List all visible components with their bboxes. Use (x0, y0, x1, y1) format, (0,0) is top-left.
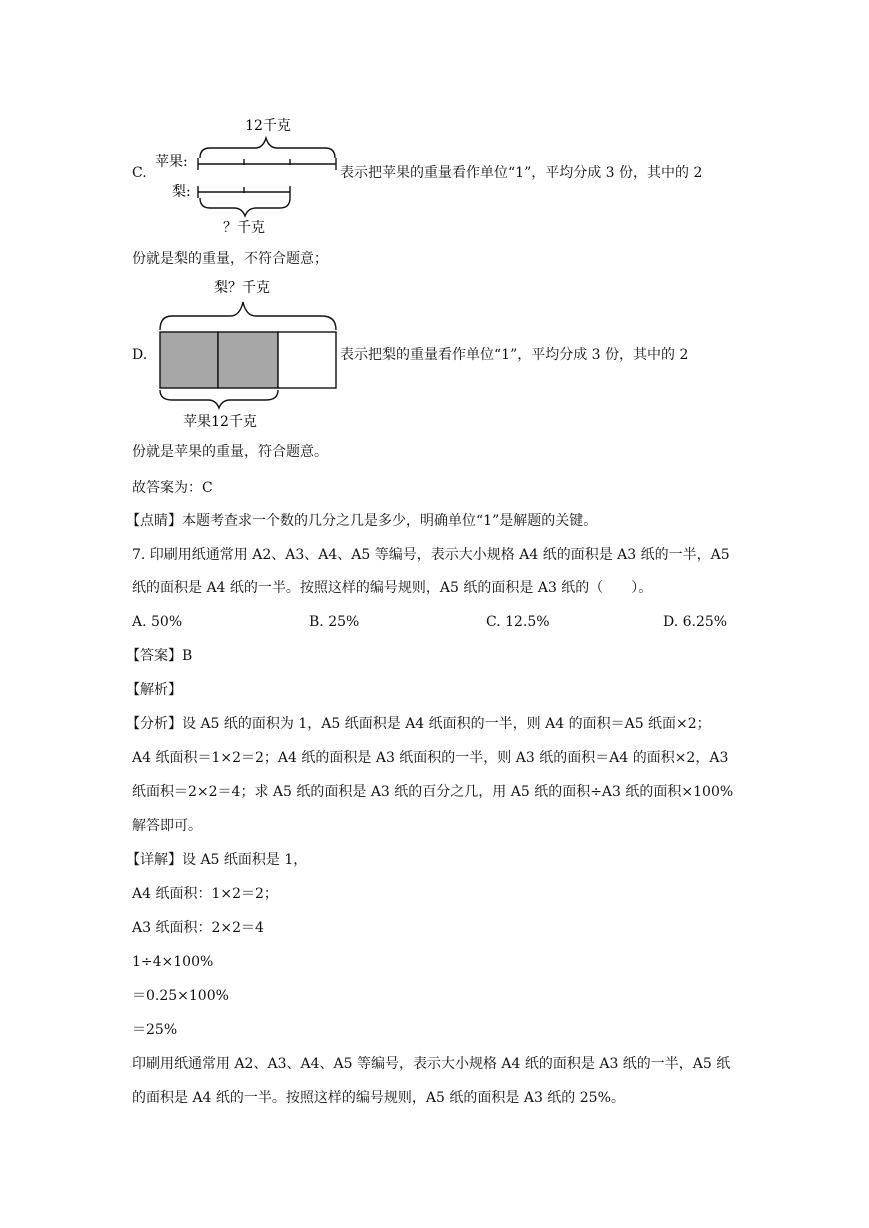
conclusion-line: 印刷用纸通常用 A2、A3、A4、A5 等编号，表示大小规格 A4 纸的面积是 A3 纸的一半，A5 纸 (132, 1056, 731, 1072)
option-b: B. 25% (309, 614, 360, 630)
option-c-letter: C. (132, 165, 147, 181)
option-c-desc-line2: 份就是梨的重量，不符合题意； (132, 251, 328, 267)
option-a: A. 50% (132, 614, 183, 630)
pear-label: 梨: (172, 184, 191, 200)
top-brace (160, 302, 336, 330)
analysis-line: 解答即可。 (132, 818, 202, 834)
option-c-desc-line1: 表示把苹果的重量看作单位“1”，平均分成 3 份，其中的 2 (340, 165, 703, 181)
option-c-diagram (150, 110, 340, 238)
previous-answer: 故答案为：C (132, 480, 213, 496)
bottom-brace (200, 198, 290, 216)
shaded-part-2 (218, 332, 278, 388)
detail-line: 1÷4×100% (132, 954, 214, 970)
option-d-desc-line1: 表示把梨的重量看作单位“1”，平均分成 3 份，其中的 2 (340, 347, 689, 363)
detail-line: 【详解】设 A5 纸面积是 1， (126, 852, 308, 868)
previous-comment: 【点睛】本题考查求一个数的几分之几是多少，明确单位“1”是解题的关键。 (126, 513, 598, 529)
detail-line: A4 纸面积：1×2＝2； (132, 886, 278, 902)
detail-line: ＝25% (132, 1022, 178, 1038)
option-c: C. 12.5% (486, 614, 550, 630)
question-7-line1: 7. 印刷用纸通常用 A2、A3、A4、A5 等编号，表示大小规格 A4 纸的面积是 A3 纸的一半，A5 (132, 547, 730, 563)
bottom-unknown-label: ？千克 (223, 220, 265, 236)
top-brace (200, 138, 335, 158)
analysis-title: 【解析】 (126, 682, 182, 698)
top-label: 梨？千克 (214, 280, 270, 296)
answer: 【答案】B (126, 648, 193, 664)
detail-line: ＝0.25×100% (132, 988, 229, 1004)
question-7-line2: 纸的面积是 A4 纸的一半。按照这样的编号规则，A5 纸的面积是 A3 纸的（ ）。 (132, 580, 653, 596)
option-d-diagram (150, 272, 340, 434)
analysis-line: 【分析】设 A5 纸的面积为 1，A5 纸面积是 A4 纸面积的一半，则 A4 的面积＝A5 纸面×2； (126, 716, 711, 732)
analysis-line: A4 纸面积＝1×2＝2；A4 纸的面积是 A3 纸面积的一半，则 A3 纸的面积＝A4 的面积×2，A3 (132, 750, 729, 766)
option-d: D. 6.25% (663, 614, 728, 630)
bottom-brace (160, 390, 278, 408)
detail-line: A3 纸面积：2×2＝4 (132, 920, 264, 936)
apple-label: 苹果: (155, 154, 188, 170)
conclusion-line: 的面积是 A4 纸的一半。按照这样的编号规则，A5 纸的面积是 A3 纸的 25%。 (132, 1090, 625, 1106)
top-total-label: 12千克 (245, 118, 291, 134)
analysis-line: 纸面积＝2×2＝4；求 A5 纸的面积是 A3 纸的百分之几，用 A5 纸的面积÷A3 纸的面积×100% (132, 784, 734, 800)
shaded-part-1 (160, 332, 218, 388)
option-d-letter: D. (132, 347, 148, 363)
option-d-desc-line2: 份就是苹果的重量，符合题意。 (132, 444, 328, 460)
bottom-label: 苹果12千克 (183, 414, 257, 430)
unshaded-part (278, 332, 336, 388)
